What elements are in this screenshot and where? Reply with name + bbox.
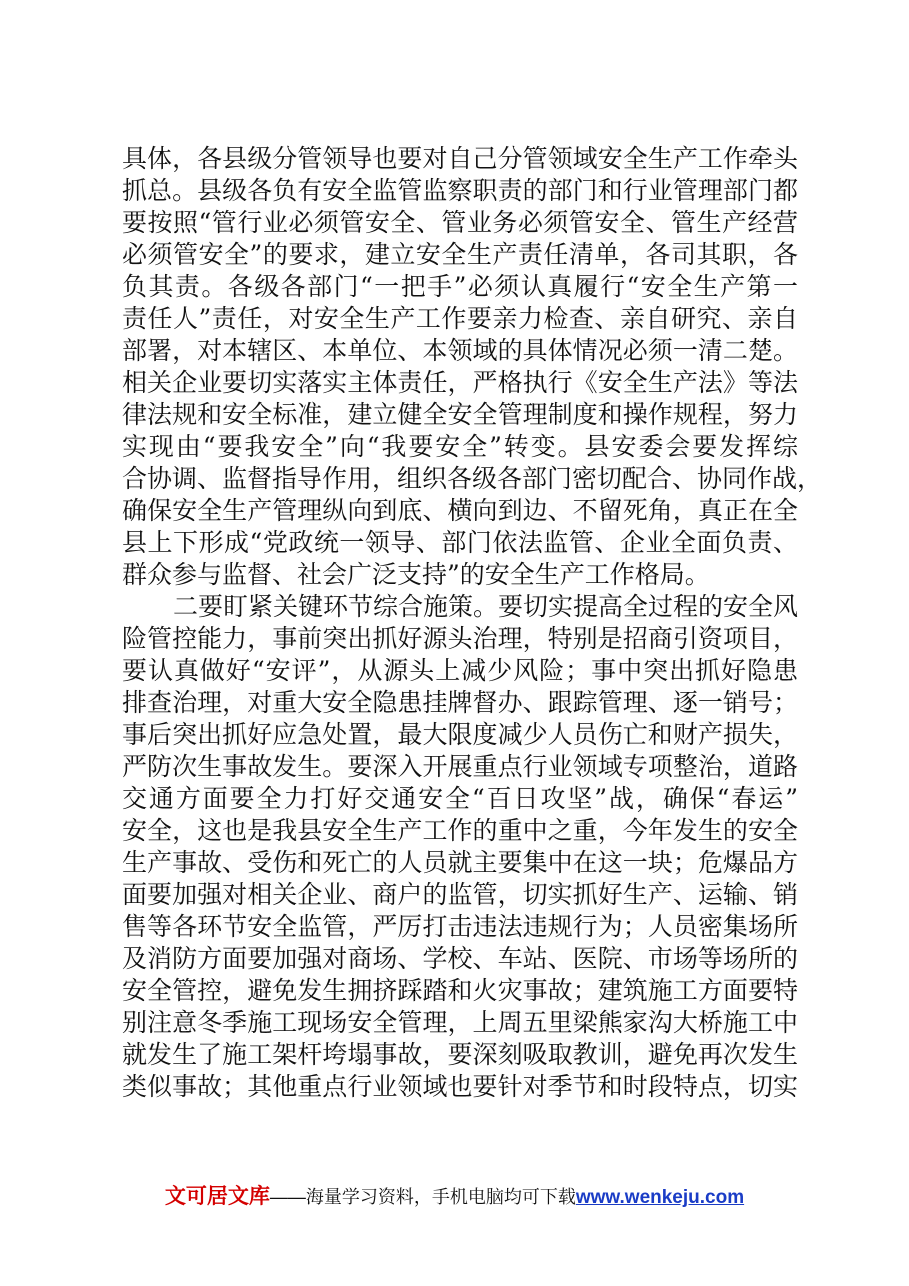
- text-line: 要按照“管行业必须管安全、管业务必须管安全、管生产经营: [122, 208, 798, 237]
- text-line: 严防次生事故发生。要深入开展重点行业领域专项整治，道路: [122, 752, 798, 781]
- footer-banner: [0, 1180, 909, 1210]
- text-line: 险管控能力，事前突出抓好源头治理，特别是招商引资项目，: [122, 624, 798, 653]
- paragraph-first-line: 二要盯紧关键环节综合施策。要切实提高全过程的安全风: [173, 592, 799, 621]
- text-line: 就发生了施工架杆垮塌事故，要深刻吸取教训，避免再次发生: [122, 1040, 798, 1069]
- text-line: 责任人”责任，对安全生产工作要亲力检查、亲自研究、亲自: [122, 304, 798, 333]
- text-line: 安全，这也是我县安全生产工作的重中之重，今年发生的安全: [122, 816, 798, 845]
- text-line: 必须管安全”的要求，建立安全生产责任清单，各司其职，各: [122, 240, 798, 269]
- text-line: 群众参与监督、社会广泛支持”的安全生产工作格局。: [122, 560, 710, 589]
- text-line: 实现由“要我安全”向“我要安全”转变。县安委会要发挥综: [122, 432, 798, 461]
- text-line: 事后突出抓好应急处置，最大限度减少人员伤亡和财产损失，: [122, 720, 798, 749]
- text-line: 确保安全生产管理纵向到底、横向到边、不留死角，真正在全: [122, 496, 798, 525]
- footer-slogan: ——海量学习资料，手机电脑均可下载: [269, 1187, 576, 1207]
- text-line: 要认真做好“安评”，从源头上减少风险；事中突出抓好隐患: [122, 656, 798, 685]
- body-text: [122, 143, 823, 1103]
- text-line: 相关企业要切实落实主体责任，严格执行《安全生产法》等法: [122, 368, 798, 397]
- text-line: 安全管控，避免发生拥挤踩踏和火灾事故；建筑施工方面要特: [122, 976, 798, 1005]
- text-line: 交通方面要全力打好交通安全“百日攻坚”战，确保“春运”: [122, 784, 798, 813]
- brand-name: 文可居文库: [164, 1185, 270, 1208]
- text-line: 类似事故；其他重点行业领域也要针对季节和时段特点，切实: [122, 1072, 798, 1101]
- text-line: 及消防方面要加强对商场、学校、车站、医院、市场等场所的: [122, 944, 798, 973]
- text-line: 排查治理，对重大安全隐患挂牌督办、跟踪管理、逐一销号；: [122, 688, 798, 717]
- text-line: 售等各环节安全监管，严厉打击违法违规行为；人员密集场所: [122, 912, 798, 941]
- text-line: 部署，对本辖区、本单位、本领域的具体情况必须一清二楚。: [122, 336, 798, 365]
- text-line: 合协调、监督指导作用，组织各级各部门密切配合、协同作战，: [122, 464, 823, 493]
- text-line: 具体，各县级分管领导也要对自己分管领域安全生产工作牵头: [122, 144, 798, 173]
- text-line: 县上下形成“党政统一领导、部门依法监管、企业全面负责、: [122, 528, 798, 557]
- text-line: 面要加强对相关企业、商户的监管，切实抓好生产、运输、销: [122, 880, 798, 909]
- website-link[interactable]: www.wenkeju.com: [575, 1187, 745, 1208]
- text-line: 律法规和安全标准，建立健全安全管理制度和操作规程，努力: [122, 400, 798, 429]
- text-line: 生产事故、受伤和死亡的人员就主要集中在这一块；危爆品方: [122, 848, 798, 877]
- text-line: 抓总。县级各负有安全监管监察职责的部门和行业管理部门都: [122, 176, 798, 205]
- text-line: 负其责。各级各部门“一把手”必须认真履行“安全生产第一: [122, 272, 798, 301]
- text-line: 别注意冬季施工现场安全管理，上周五里梁熊家沟大桥施工中: [122, 1008, 798, 1037]
